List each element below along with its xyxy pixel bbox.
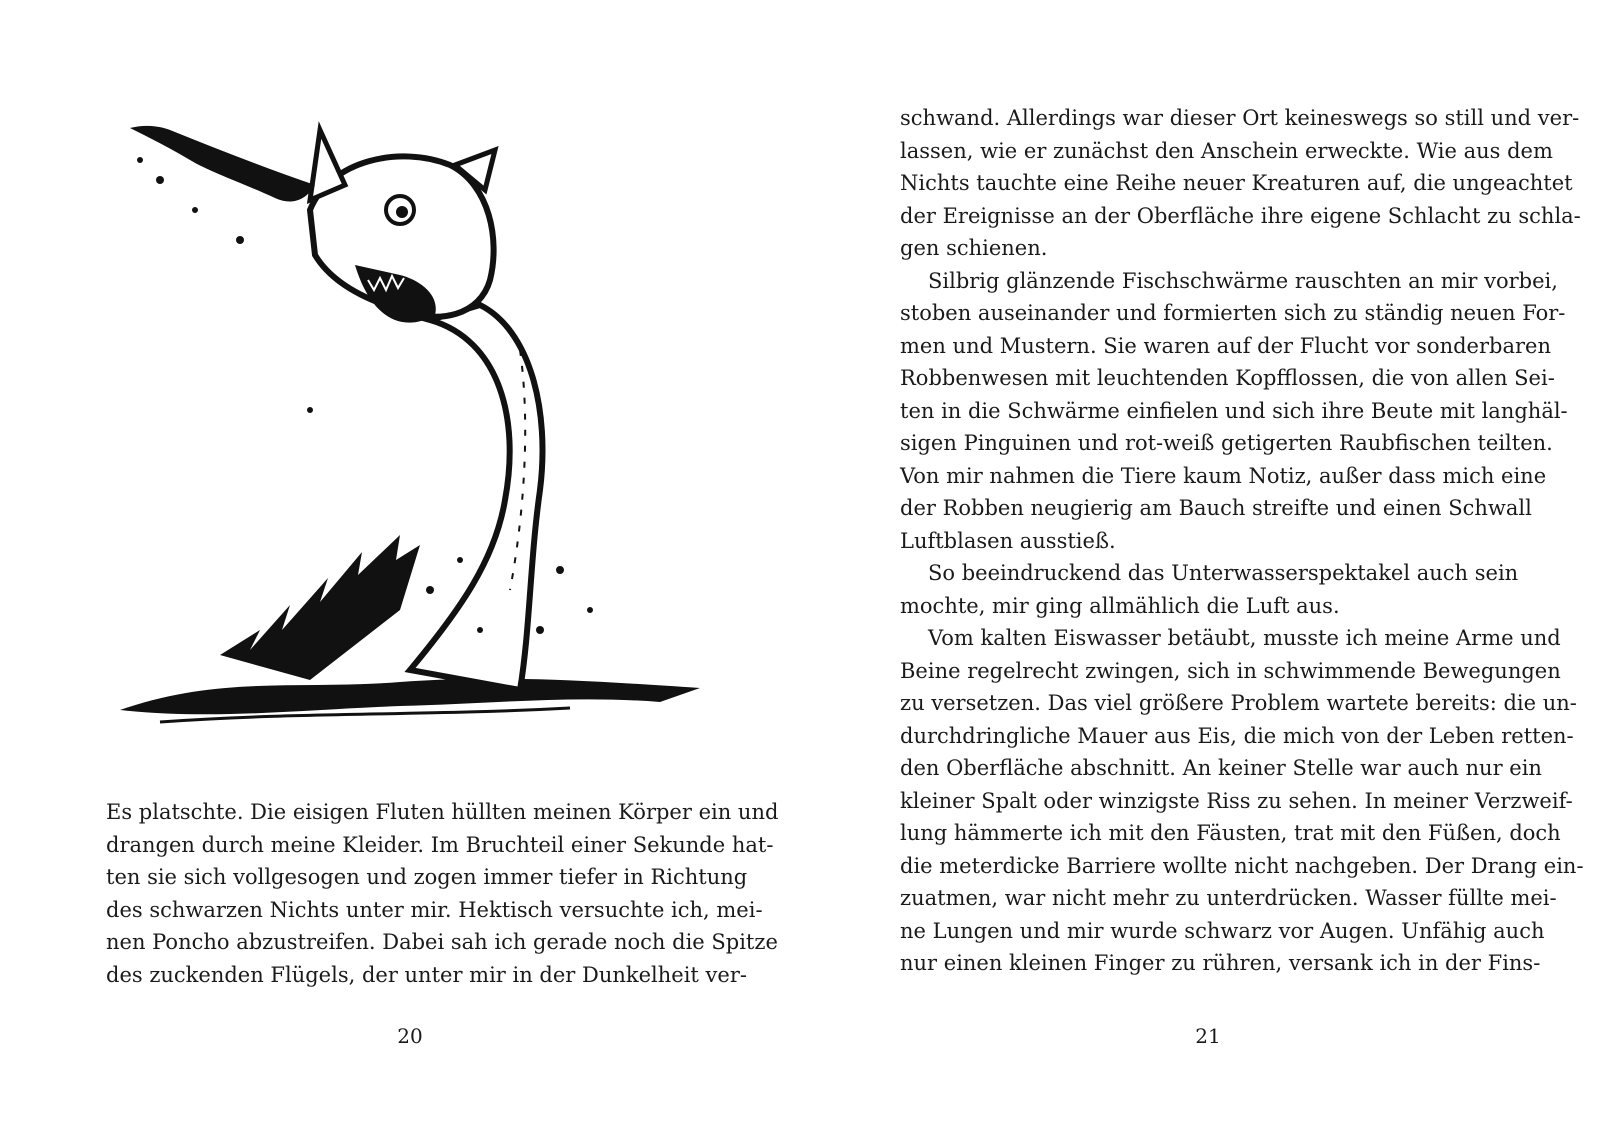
spray-plume xyxy=(130,126,315,202)
text-line: lassen, wie er zunächst den Anschein erweckte. Wie aus dem xyxy=(900,138,1553,163)
text-line: mochte, mir ging allmählich die Luft aus. xyxy=(900,593,1340,618)
splash-drop xyxy=(556,566,564,574)
text-line: Nichts tauchte eine Reihe neuer Kreaturen auf, die ungeachtet xyxy=(900,171,1573,195)
text-line: zu versetzen. Das viel größere Problem wartete bereits: die un- xyxy=(900,691,1577,715)
spray-drop xyxy=(192,207,198,213)
text-line: sigen Pinguinen und rot-weiß getigerten Raubfischen teilten. xyxy=(900,431,1553,455)
text-line: des schwarzen Nichts unter mir. Hektisch versuchte ich, mei- xyxy=(106,897,763,922)
text-line: schwand. Allerdings war dieser Ort keineswegs so still und ver- xyxy=(900,106,1580,130)
head-horn xyxy=(310,130,345,200)
text-line: ten in die Schwärme einfielen und sich ihre Beute mit langhäl- xyxy=(900,398,1568,423)
text-line: durchdringliche Mauer aus Eis, die mich von der Leben retten- xyxy=(900,723,1574,748)
text-line: nur einen kleinen Finger zu rühren, versank ich in der Fins- xyxy=(900,951,1541,975)
text-line: Silbrig glänzende Fischschwärme rauschten an mir vorbei, xyxy=(928,268,1558,293)
text-line: gen schienen. xyxy=(900,236,1048,260)
page-number: 21 xyxy=(1195,1024,1221,1048)
text-line: Robbenwesen mit leuchtenden Kopfflossen, die von allen Sei- xyxy=(900,366,1555,390)
text-line: lung hämmerte ich mit den Fäusten, trat mit den Füßen, doch xyxy=(900,821,1561,845)
sea-serpent-illustration xyxy=(100,90,720,750)
splash-drop xyxy=(457,557,463,563)
text-line: die meterdicke Barriere wollte nicht nachgeben. Der Drang ein- xyxy=(900,853,1584,878)
text-line: Vom kalten Eiswasser betäubt, musste ich meine Arme und xyxy=(928,626,1561,650)
text-line: Es platschte. Die eisigen Fluten hüllten meinen Körper ein und xyxy=(106,800,779,824)
text-line: Beine regelrecht zwingen, sich in schwimmende Bewegungen xyxy=(900,658,1561,683)
splash-drop xyxy=(587,607,593,613)
text-line: den Oberfläche abschnitt. An keiner Stelle war auch nur ein xyxy=(900,756,1542,780)
text-line: men und Mustern. Sie waren auf der Flucht vor sonderbaren xyxy=(900,333,1551,358)
spray-drop xyxy=(156,176,164,184)
spray-drop xyxy=(236,236,244,244)
text-line: drangen durch meine Kleider. Im Bruchteil einer Sekunde hat- xyxy=(106,832,774,857)
right-body-text xyxy=(900,102,1584,980)
water-surface xyxy=(120,679,700,715)
splash-drop xyxy=(477,627,483,633)
splash-drop xyxy=(307,407,313,413)
serpent-pupil xyxy=(396,206,408,218)
text-line: Luftblasen ausstieß. xyxy=(900,528,1116,553)
text-line: ne Lungen und mir wurde schwarz vor Augen. Unfähig auch xyxy=(900,918,1545,943)
back-spikes xyxy=(220,535,420,680)
text-line: zuatmen, war nicht mehr zu unterdrücken. Wasser füllte mei- xyxy=(900,886,1557,910)
spray-drop xyxy=(137,157,143,163)
left-body-text xyxy=(106,796,779,991)
text-line: So beeindruckend das Unterwasserspektakel auch sein xyxy=(928,561,1519,585)
text-line: stoben auseinander und formierten sich zu ständig neuen For- xyxy=(900,301,1566,325)
text-line: kleiner Spalt oder winzigste Riss zu sehen. In meiner Verzweif- xyxy=(900,788,1573,813)
text-line: der Robben neugierig am Bauch streifte und einen Schwall xyxy=(900,496,1532,520)
splash-drop xyxy=(426,586,434,594)
text-line: des zuckenden Flügels, der unter mir in der Dunkelheit ver- xyxy=(106,962,747,987)
text-line: Von mir nahmen die Tiere kaum Notiz, außer dass mich eine xyxy=(900,463,1547,488)
splash-drop xyxy=(536,626,544,634)
text-line: der Ereignisse an der Oberfläche ihre eigene Schlacht zu schla- xyxy=(900,203,1581,228)
text-line: nen Poncho abzustreifen. Dabei sah ich gerade noch die Spitze xyxy=(106,930,778,954)
text-line: ten sie sich vollgesogen und zogen immer tiefer in Richtung xyxy=(106,865,748,889)
page-number: 20 xyxy=(397,1024,423,1048)
